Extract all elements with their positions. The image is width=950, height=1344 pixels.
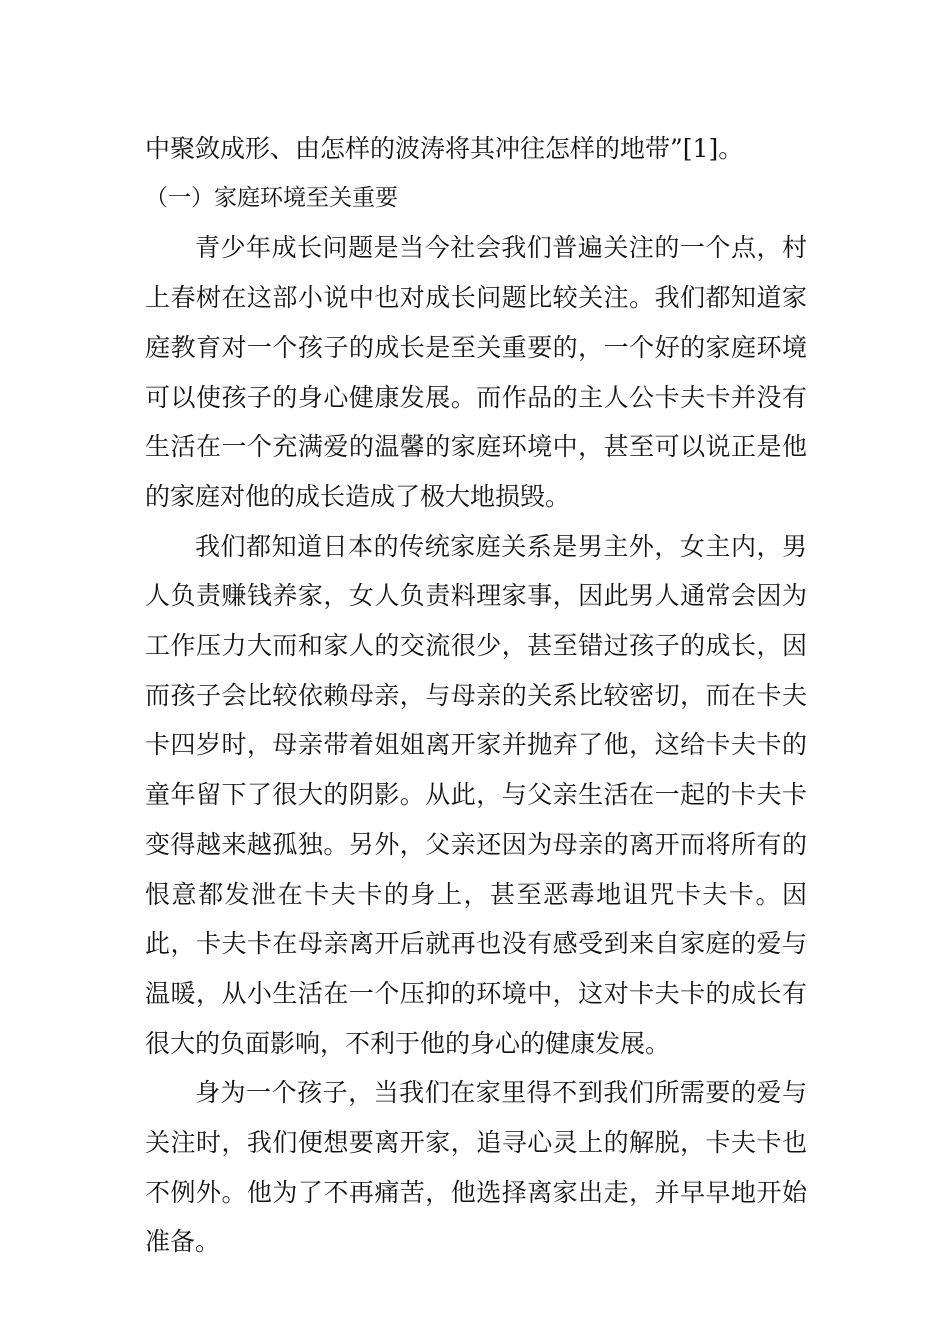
- document-body: [145, 124, 807, 1267]
- paragraph-3: 身为一个孩子，当我们在家里得不到我们所需要的爱与关注时，我们便想要离开家，追寻心灵上的解脱，卡夫卡也不例外。他为了不再痛苦，他选择离家出走，并早早地开始准备。: [145, 1078, 807, 1257]
- paragraph-1: 青少年成长问题是当今社会我们普遍关注的一个点，村上春树在这部小说中也对成长问题比较关注。我们都知道家庭教育对一个孩子的成长是至关重要的，一个好的家庭环境可以使孩子的身心健康发展。而作品的主人公卡夫卡并没有生活在一个充满爱的温馨的家庭环境中，甚至可以说正是他的家庭对他的成长造成了极大地损毁。: [145, 233, 807, 511]
- continuation-paragraph: 中聚敛成形、由怎样的波涛将其冲往怎样的地带”[1]。: [145, 134, 744, 163]
- paragraph-2: 我们都知道日本的传统家庭关系是男主外，女主内，男人负责赚钱养家，女人负责料理家事，因此男人通常会因为工作压力大而和家人的交流很少，甚至错过孩子的成长，因而孩子会比较依赖母亲，与母亲的关系比较密切，而在卡夫卡四岁时，母亲带着姐姐离开家并抛弃了他，这给卡夫卡的童年留下了很大的阴影。从此，与父亲生活在一起的卡夫卡变得越来越孤独。另外，父亲还因为母亲的离开而将所有的恨意都发泄在卡夫卡的身上，甚至恶毒地诅咒卡夫卡。因此，卡夫卡在母亲离开后就再也没有感受到来自家庭的爱与温暖，从小生活在一个压抑的环境中，这对卡夫卡的成长有很大的负面影响，不利于他的身心的健康发展。: [145, 531, 807, 1058]
- section-heading: （一）家庭环境至关重要: [145, 184, 398, 211]
